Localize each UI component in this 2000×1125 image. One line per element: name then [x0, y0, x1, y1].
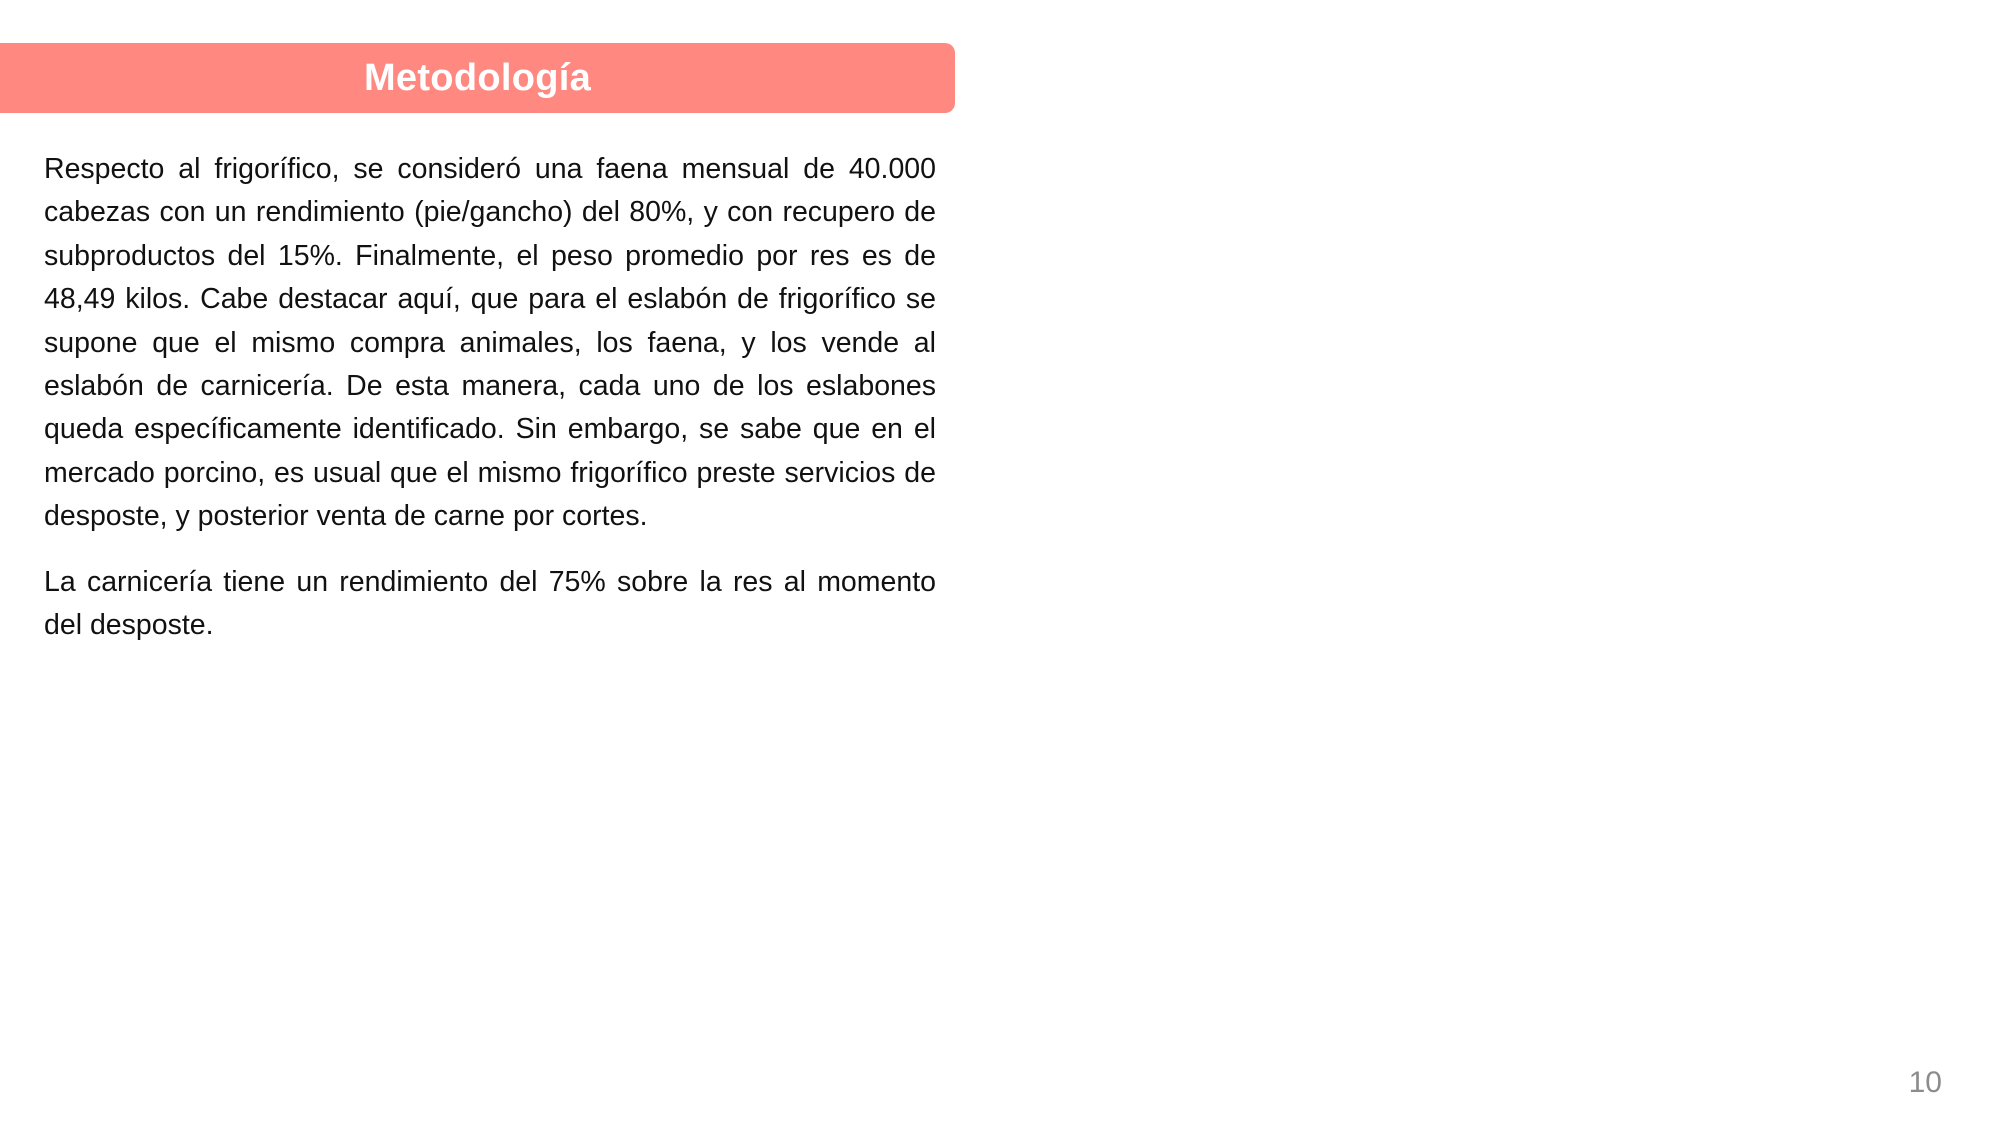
- slide-title: Metodología: [363, 56, 592, 99]
- paragraph-frigorifico: Respecto al frigorífico, se consideró una faena mensual de 40.000 cabezas con un rendimiento (pie/gancho) del 80%, y con recupero de subproductos del 15%. Finalmente, el peso promedio por res es de 48,49 kilos. Cabe destacar aquí, que para el eslabón de frigorífico se supone que el mismo compra animales, los faena, y los vende al eslabón de carnicería. De esta manera, cada uno de los eslabones queda específicamente identificado. Sin embargo, se sabe que en el mercado porcino, es usual que el mismo frigorífico preste servicios de desposte, y posterior venta de carne por cortes.: [44, 153, 936, 533]
- body-text: [44, 148, 936, 669]
- paragraph-carniceria: La carnicería tiene un rendimiento del 75% sobre la res al momento del desposte.: [44, 565, 936, 642]
- page-number: 10: [1908, 1066, 1942, 1099]
- title-bar: [0, 43, 955, 113]
